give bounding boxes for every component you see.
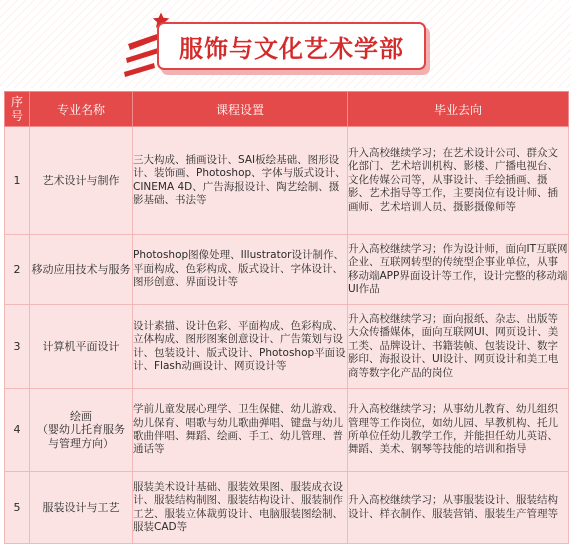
table-header-row	[5, 92, 569, 127]
table-row	[5, 389, 569, 472]
career-cell: 升入高校继续学习；作为设计师，面向IT互联网企业、互联网转型的传统型企事业单位，从事移动端APP界面设计等工作，设计完整的移动端UI作品	[348, 235, 569, 305]
career-cell: 升入高校继续学习；面向报纸、杂志、出版等大众传播媒体，面向互联网UI、网页设计、美工类、品牌设计、书籍装帧、包装设计、数字影印、海报设计、UI设计、网页设计和美工电商等数字化产品的岗位	[348, 305, 569, 389]
major-name-sub: （婴幼儿托育服务与管理方向）	[37, 423, 125, 450]
major-name	[30, 389, 133, 472]
row-number: 5	[5, 472, 30, 544]
courses-cell: 服装美术设计基础、服装效果图、服装成衣设计、服装结构制图、服装结构设计、服装制作工艺、服装立体裁剪设计、电脑服装图绘制、服装CAD等	[133, 472, 348, 544]
major-name: 艺术设计与制作	[30, 127, 133, 235]
table-row	[5, 305, 569, 389]
majors-table	[4, 91, 569, 544]
header	[0, 0, 571, 88]
table-row	[5, 472, 569, 544]
column-header-courses: 课程设置	[133, 92, 348, 127]
table-row	[5, 127, 569, 235]
row-number: 4	[5, 389, 30, 472]
column-header-major: 专业名称	[30, 92, 133, 127]
major-name-main: 绘画	[70, 409, 92, 423]
table-row	[5, 235, 569, 305]
career-cell: 升入高校继续学习；从事服装设计、服装结构设计、样衣制作、服装营销、服装生产管理等	[348, 472, 569, 544]
courses-cell: 设计素描、设计色彩、平面构成、色彩构成、立体构成、图形图案创意设计、广告策划与设计、包装设计、版式设计、Photoshop平面设计、Flash动画设计、网页设计等	[133, 305, 348, 389]
column-header-career: 毕业去向	[348, 92, 569, 127]
row-number: 1	[5, 127, 30, 235]
major-name: 移动应用技术与服务	[30, 235, 133, 305]
title-box	[157, 22, 426, 70]
page-title: 服饰与文化艺术学部	[179, 34, 404, 63]
career-cell: 升入高校继续学习；在艺术设计公司、群众文化部门、艺术培训机构、影楼、广播电视台、文化传媒公司等，从事设计、手绘插画、摄影、艺术指导等工作，主要岗位有设计师、插画师、艺术培训人员、摄影摄像师等	[348, 127, 569, 235]
column-header-seq: 序号	[5, 92, 30, 127]
row-number: 2	[5, 235, 30, 305]
courses-cell: Photoshop图像处理、Illustrator设计制作、平面构成、色彩构成、版式设计、字体设计、图形创意、界面设计等	[133, 235, 348, 305]
header-accent-bar	[126, 48, 159, 63]
major-name: 计算机平面设计	[30, 305, 133, 389]
courses-cell: 三大构成、插画设计、SAI板绘基础、图形设计、装饰画、Photoshop、字体与版式设计、CINEMA 4D、广告海报设计、陶艺绘制、摄影基础、书法等	[133, 127, 348, 235]
courses-cell: 学前儿童发展心理学、卫生保健、幼儿游戏、幼儿保育、唱歌与幼儿歌曲弹唱、键盘与幼儿歌曲伴唱、舞蹈、绘画、手工、幼儿管理、普通话等	[133, 389, 348, 472]
row-number: 3	[5, 305, 30, 389]
career-cell: 升入高校继续学习；从事幼儿教育、幼儿组织管理等工作岗位，如幼儿园、早教机构、托儿所单位任幼儿教学工作，并能担任幼儿英语、舞蹈、美术、钢琴等技能的培训和指导	[348, 389, 569, 472]
major-name: 服装设计与工艺	[30, 472, 133, 544]
header-accent-bar	[124, 63, 155, 77]
